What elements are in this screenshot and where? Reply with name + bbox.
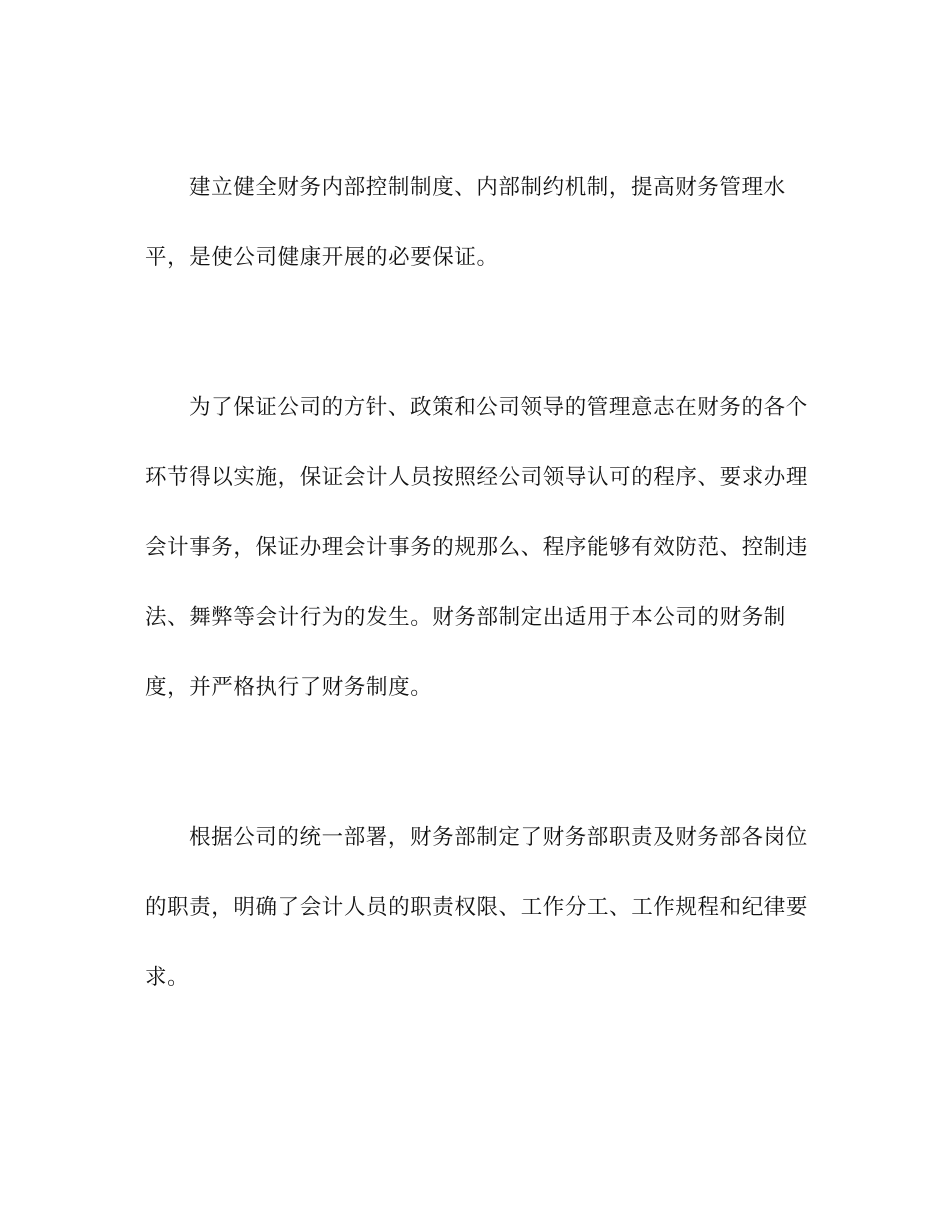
text-line: 的职责，明确了会计人员的职责权限、工作分工、工作规程和纪律要 (145, 895, 809, 920)
text-line: 度，并严格执行了财务制度。 (145, 675, 433, 700)
text-line: 求。 (145, 965, 190, 990)
paragraph-financial-system (145, 390, 809, 740)
paragraph-internal-control (145, 170, 805, 310)
text-line: 法、舞弊等会计行为的发生。财务部制定出适用于本公司的财务制 (145, 605, 786, 630)
text-line: 平，是使公司健康开展的必要保证。 (145, 245, 499, 270)
document-page (145, 170, 809, 1110)
paragraph-responsibilities (145, 820, 809, 1030)
text-line: 会计事务，保证办理会计事务的规那么、程序能够有效防范、控制违 (145, 535, 809, 560)
text-line: 环节得以实施，保证会计人员按照经公司领导认可的程序、要求办理 (145, 465, 809, 490)
text-line: 根据公司的统一部署，财务部制定了财务部职责及财务部各岗位 (189, 825, 808, 850)
text-line: 建立健全财务内部控制制度、内部制约机制，提高财务管理水 (189, 175, 786, 200)
text-line: 为了保证公司的方针、政策和公司领导的管理意志在财务的各个 (189, 395, 808, 420)
